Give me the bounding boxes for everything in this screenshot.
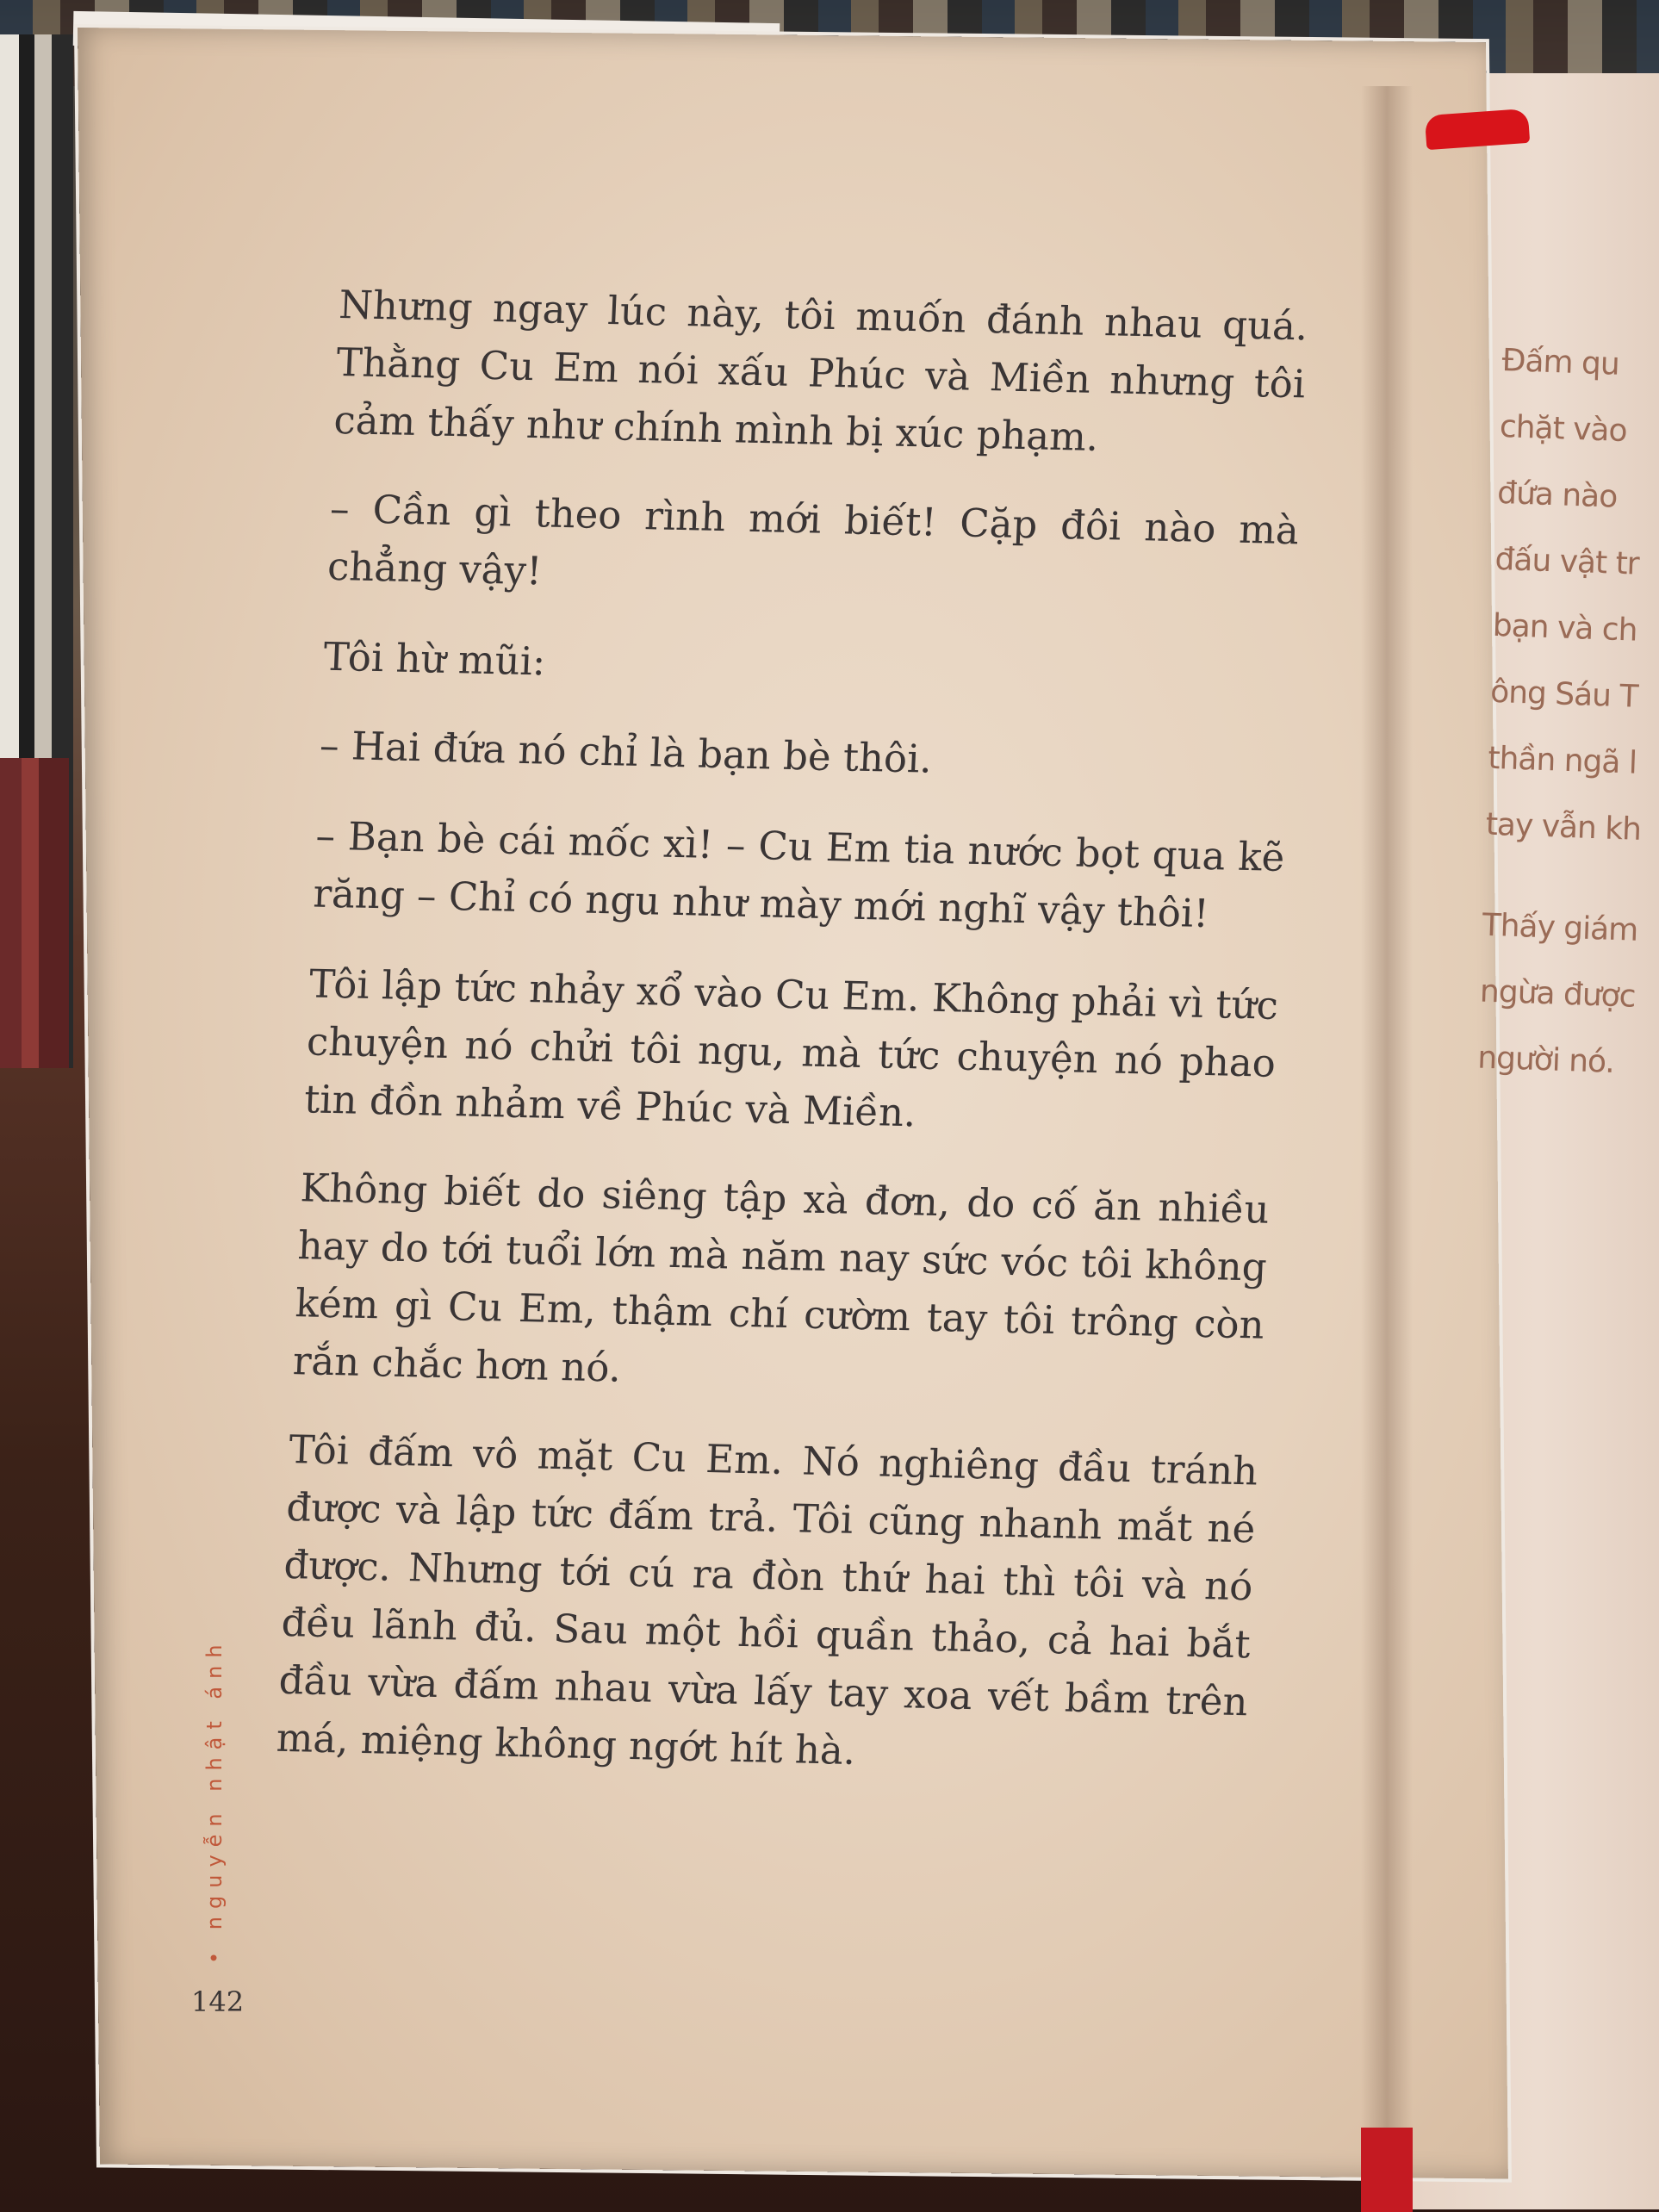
running-author: • nguyễn nhật ánh [202,1637,227,1964]
facing-line: đứa nào [1496,475,1618,515]
facing-line: tay vẫn kh [1485,806,1642,848]
book-gutter [1361,86,1413,2188]
facing-line: Thấy giám [1482,907,1638,948]
bookmark-ribbon [1425,109,1530,150]
page-number: 142 [191,1985,245,2018]
facing-page-text [1476,327,1659,1097]
paragraph: Tôi lập tức nhảy xổ vào Cu Em. Không phải vì tức chuyện nó chửi tôi ngu, mà tức chuyện nó phao tin đồn nhảm về Phúc và Miền. [303,960,1279,1136]
facing-line: ngừa được [1479,973,1637,1015]
paragraph: Nhưng ngay lúc này, tôi muốn đánh nhau quá. Thằng Cu Em nói xấu Phúc và Miền nhưng tôi cảm thấy như chính mình bị xúc phạm. [332,281,1309,460]
facing-line: bạn và ch [1492,607,1638,649]
book-spines-red [0,758,69,1068]
dialogue-line: – Bạn bè cái mốc xì! – Cu Em tia nước bọt qua kẽ răng – Chỉ có ngu như mày mới nghĩ vậy thôi! [312,812,1286,937]
paragraph: Tôi hừ mũi: [322,633,547,685]
page-body-text [274,276,1309,1819]
facing-line: ông Sáu T [1489,674,1639,715]
dialogue-line: – Hai đứa nó chỉ là bạn bè thôi. [319,722,933,782]
facing-line: thần ngã l [1487,740,1637,781]
dialogue-line: – Cần gì theo rình mới biết! Cặp đôi nào mà chẳng vậy! [326,485,1301,594]
paragraph: Không biết do siêng tập xà đơn, do cố ăn nhiều hay do tới tuổi lớn mà năm nay sức vóc tôi không kém gì Cu Em, thậm chí cườm tay tôi trông còn rắn chắc hơn nó. [291,1165,1271,1391]
facing-line: đấu vật tr [1494,541,1640,582]
facing-line: chặt vào [1499,408,1628,450]
bookmark-ribbon-end [1361,2128,1413,2212]
facing-line: người nó. [1476,1040,1615,1081]
facing-line: Đấm qu [1501,342,1620,382]
paragraph: Tôi đấm vô mặt Cu Em. Nó nghiêng đầu tránh được và lập tức đấm trả. Tôi cũng nhanh mắt né được. Nhưng tới cú ra đòn thứ hai thì tôi và nó đều lãnh đủ. Sau một hồi quần thảo, cả hai bắt đầu vừa đấm nhau vừa lấy tay xoa vết bầm trên má, miệng không ngớt hít hà. [275,1426,1259,1774]
